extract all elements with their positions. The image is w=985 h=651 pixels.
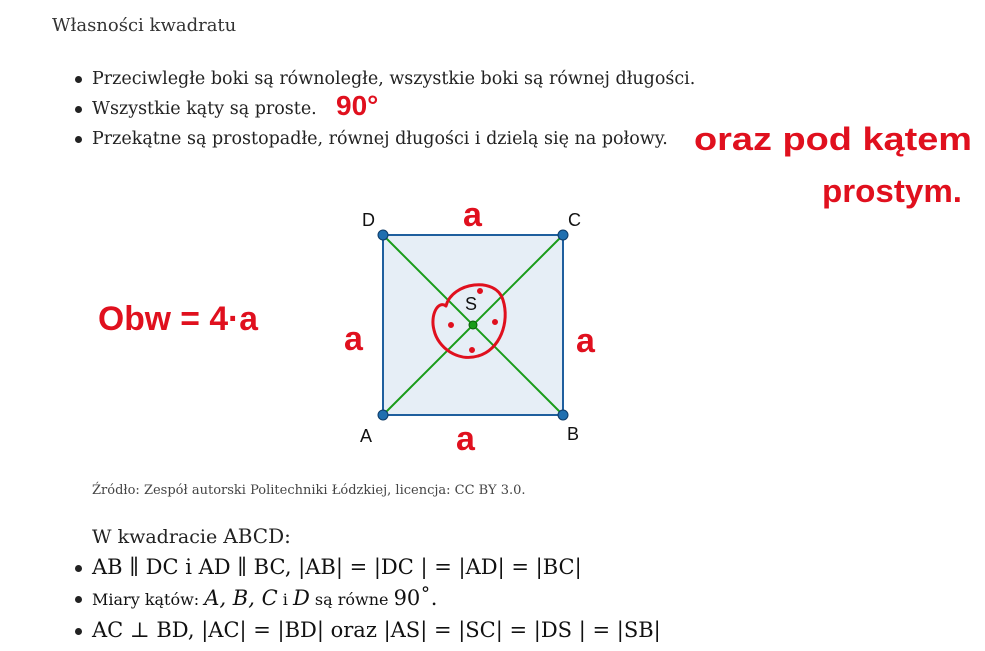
square-intro: [92, 524, 291, 548]
annotation-oraz-line1: oraz pod kątem: [694, 121, 972, 157]
relation-angles-vertices: A, B, C: [204, 586, 278, 610]
side-label-top: a: [463, 196, 482, 234]
vertex-label-d: D: [362, 210, 375, 230]
right-angle-dot-top: [479, 290, 482, 293]
property-text-1: Przeciwległe boki są równoległe, wszystkie boki są równej długości.: [92, 69, 696, 89]
annotation-perimeter: Obw = 4·a: [98, 300, 260, 338]
relation-angles-value: 90˚.: [393, 586, 438, 610]
relation-sides: AB ∥ DC i AD ∥ BC, |AB| = |DC | = |AD| = |BC|: [92, 555, 582, 579]
vertex-d-point: [378, 230, 388, 240]
property-text-3: Przekątne są prostopadłe, równej długości i dzielą się na połowy.: [92, 129, 668, 149]
right-angle-dot-bottom: [471, 349, 474, 352]
image-source-caption: Źródło: Zespół autorski Politechniki Łódzkiej, licencja: CC BY 3.0.: [92, 483, 526, 498]
section-heading: Własności kwadratu: [52, 15, 237, 36]
vertex-label-b: B: [567, 424, 580, 444]
intro-text: W kwadracie: [92, 526, 224, 548]
vertex-b-point: [558, 410, 568, 420]
relation-diagonals: AC ⊥ BD, |AC| = |BD| oraz |AS| = |SC| = |DS | = |SB|: [92, 618, 661, 642]
vertex-label-c: C: [568, 210, 581, 230]
side-label-bottom: a: [456, 420, 475, 458]
relation-angles-and: i: [277, 590, 293, 609]
right-angle-dot-left: [450, 324, 453, 327]
property-text-2: Wszystkie kąty są proste.: [92, 99, 317, 119]
side-label-right: a: [576, 322, 595, 360]
center-point: [469, 321, 477, 329]
vertex-a-point: [378, 410, 388, 420]
annotation-oraz-line2: prostym.: [822, 173, 962, 209]
relations-list: [70, 552, 661, 646]
side-label-left: a: [344, 320, 363, 358]
list-item: [70, 552, 661, 583]
vertex-label-a: A: [360, 426, 373, 446]
vertex-c-point: [558, 230, 568, 240]
annotation-90-degrees: 90°: [336, 90, 379, 121]
relation-angles-equal: są równe: [309, 590, 394, 609]
list-item: [70, 615, 661, 646]
center-label-s: S: [465, 294, 478, 314]
intro-math: ABCD:: [223, 524, 291, 548]
right-angle-dot-right: [494, 321, 497, 324]
relation-angles-d: D: [292, 586, 310, 610]
list-item: [70, 583, 661, 615]
relation-angles-prefix: Miary kątów:: [92, 590, 205, 609]
